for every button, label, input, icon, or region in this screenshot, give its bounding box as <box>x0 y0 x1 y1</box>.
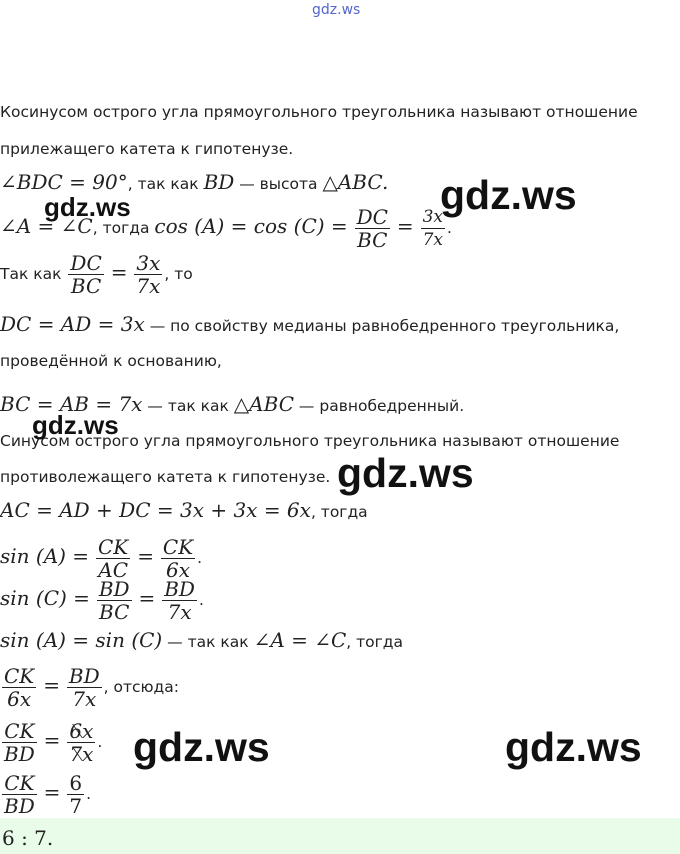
fraction-3x-7x: $\frac{3x}{7x}$ <box>422 207 444 250</box>
equals-sign: = <box>138 586 156 610</box>
equals-sign: = <box>137 544 154 568</box>
watermark-logo: gdz.ws <box>44 192 131 222</box>
text-then: , тогда <box>92 219 150 237</box>
fraction-ck-bd: $\frac{CK}{BD}$ <box>4 772 35 818</box>
text-then: , тогда <box>310 503 368 521</box>
fraction-3x-7x: $\frac{3x}{7x}$ <box>136 251 161 298</box>
math-angle-a-eq-c: ∠A = ∠C <box>0 214 93 238</box>
ratio-cancel-line <box>0 720 102 765</box>
angle-bdc-line <box>0 172 388 194</box>
fraction-ck-6x: $\frac{CK}{6x}$ <box>4 664 35 711</box>
period: . <box>447 219 452 237</box>
ratio-result-line <box>0 772 91 818</box>
fraction-dc-bc: $\frac{DC}{BC}$ <box>70 251 102 298</box>
median-property-line <box>0 314 619 336</box>
period: . <box>86 785 92 803</box>
math-cos-a-cos-c: cos (A) = cos (C) = <box>154 214 348 238</box>
fraction-ck-bd: $\frac{CK}{BD}$ <box>4 719 35 766</box>
text-then: , то <box>164 265 193 283</box>
fraction-6-7: $\frac{6}{7}$ <box>69 772 83 818</box>
text-because: — так как <box>162 633 254 651</box>
math-triangle-abc: △ABC <box>233 392 294 416</box>
watermark-logo: gdz.ws <box>32 410 119 440</box>
sin-c-line <box>0 578 204 624</box>
math-dc-ad-3x: DC = AD = 3x <box>0 312 145 336</box>
watermark-logo: gdz.ws <box>505 724 642 770</box>
equals-sign: = <box>110 260 128 284</box>
equals-sign: = <box>43 673 60 697</box>
proportion-line <box>0 665 179 710</box>
text-since: Так как <box>0 265 62 283</box>
definition-cosine-line-2: прилежащего катета к гипотенузе. <box>0 140 294 158</box>
math-bd: BD <box>203 170 235 194</box>
answer-text: 6 : 7. <box>2 826 54 850</box>
ac-sum-line <box>0 500 368 522</box>
text-height: — высота <box>234 175 323 193</box>
math-bc-ab-7x: BC = AB = 7x <box>0 392 143 416</box>
since-ratio-line <box>0 252 193 297</box>
watermark-logo: gdz.ws <box>337 450 474 496</box>
site-logo-link[interactable]: gdz.ws <box>312 2 361 18</box>
definition-sine-line-1: Синусом острого угла прямоугольного треугольника называют отношение <box>0 432 620 450</box>
fraction-ck-6x: $\frac{CK}{6x}$ <box>162 536 194 582</box>
equals-sign: = <box>43 728 61 752</box>
text-median-property: — по свойству медианы равнобедренного треугольника, <box>144 317 620 335</box>
definition-sine-line-2: противолежащего катета к гипотенузе. <box>0 468 331 486</box>
math-sin-c: sin (C) = <box>0 586 90 610</box>
math-ac-sum: AC = AD + DC = 3x + 3x = 6x <box>0 498 311 522</box>
period: . <box>198 591 204 609</box>
watermark-logo: gdz.ws <box>133 724 270 770</box>
text-then: , тогда <box>346 633 404 651</box>
fraction-dc-bc: $\frac{DC}{BC}$ <box>356 206 388 252</box>
answer-bar <box>0 818 680 854</box>
fraction-ck-ac: $\frac{CK}{AC}$ <box>98 536 129 582</box>
period: . <box>97 733 103 751</box>
fraction-bd-bc: $\frac{BD}{BC}$ <box>98 578 130 624</box>
equals-sign: = <box>396 214 414 238</box>
watermark-logo: gdz.ws <box>440 172 577 218</box>
sin-a-line <box>0 536 202 582</box>
sin-equal-line <box>0 630 403 652</box>
equals-sign: = <box>43 780 61 804</box>
text-because: — так как <box>142 397 234 415</box>
math-sin-a-sin-c: sin (A) = sin (C) <box>0 628 163 652</box>
text-isosceles: — равнобедренный. <box>294 397 465 415</box>
to-base-line: проведённой к основанию, <box>0 352 222 370</box>
math-triangle-abc: △ABC. <box>322 170 389 194</box>
math-angle-bdc: ∠BDC = 90° <box>0 170 128 194</box>
text-because: , так как <box>127 175 199 193</box>
fraction-bd-7x: $\frac{BD}{7x}$ <box>68 664 100 711</box>
fraction-bd-7x: $\frac{BD}{7x}$ <box>164 578 195 624</box>
fraction-6x-7x-cancelled: $\frac{6x}{7x}$ <box>69 719 94 766</box>
math-angle-a-eq-c: ∠A = ∠C <box>253 628 347 652</box>
math-sin-a: sin (A) = <box>0 544 90 568</box>
text-hence: , отсюда: <box>103 678 179 696</box>
definition-cosine-line-1: Косинусом острого угла прямоугольного треугольника называют отношение <box>0 103 638 121</box>
period: . <box>197 549 203 567</box>
